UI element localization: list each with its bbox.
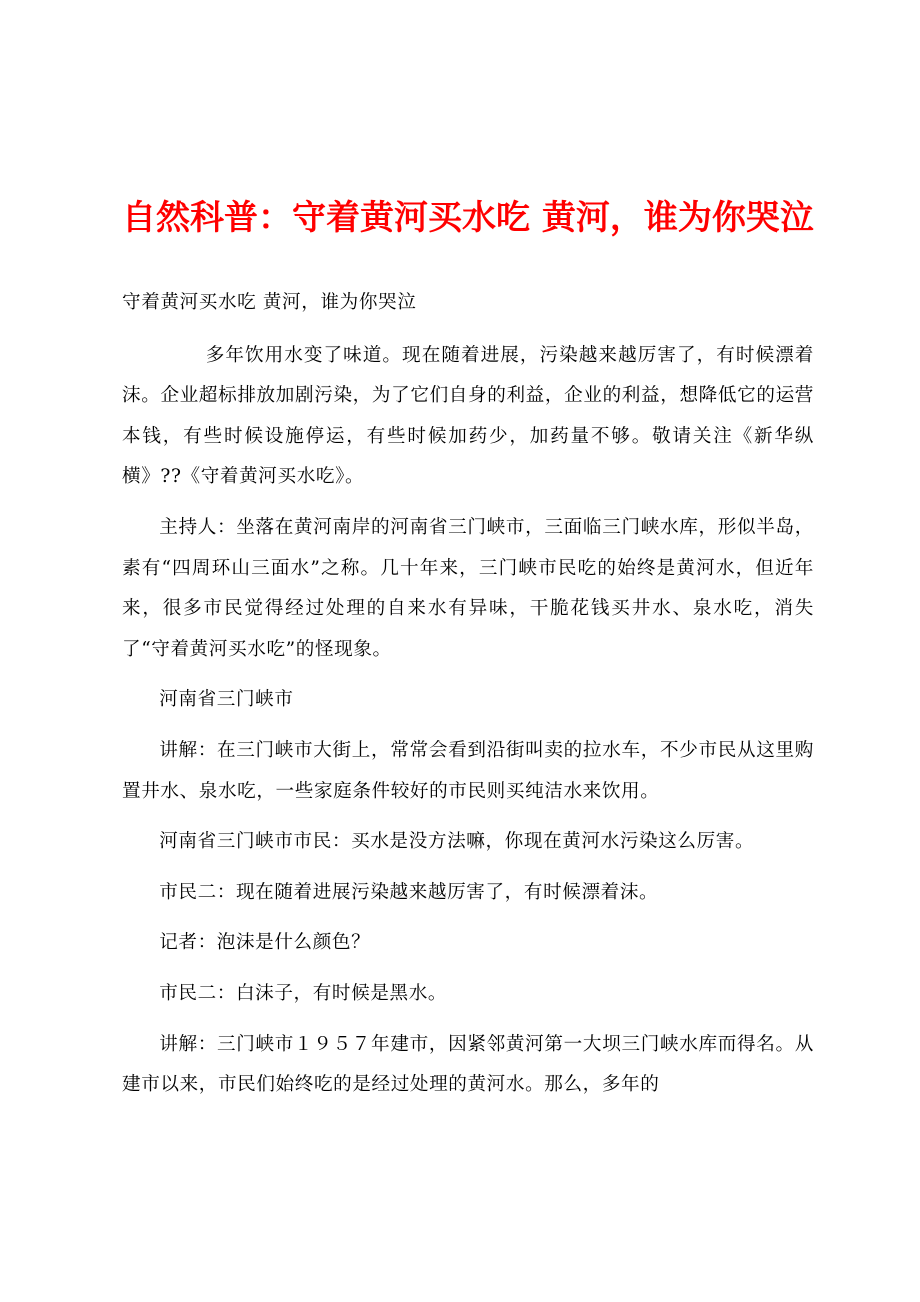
paragraph-citizen-2-reply: 市民二：白沫子，有时候是黑水。 [159,982,448,1004]
paragraph-citizen-2: 市民二：现在随着进展污染越来越厉害了，有时候漂着沫。 [159,881,659,903]
paragraph-intro: 多年饮用水变了味道。现在随着进展，污染越来越厉害了，有时候漂着沫。企业超标排放加剧污染，为了它们自身的利益，企业的利益，想降低它的运营本钱，有些时候设施停运，有些时候加药少，加药量不够。敬请关注《新华纵横》??《守着黄河买水吃》。 [122,344,814,488]
paragraph-citizen-1: 河南省三门峡市市民：买水是没方法嘛，你现在黄河水污染这么厉害。 [159,831,755,853]
paragraph-narration-2: 讲解：三门峡市１９５７年建市，因紧邻黄河第一大坝三门峡水库而得名。从建市以来，市民们始终吃的是经过处理的黄河水。那么，多年的 [122,1033,814,1096]
paragraph-location: 河南省三门峡市 [159,689,294,711]
document-title: 自然科普：守着黄河买水吃 黄河，谁为你哭泣 [122,198,814,238]
document-body [122,283,814,1106]
paragraph-narration-1: 讲解：在三门峡市大街上，常常会看到沿街叫卖的拉水车，不少市民从这里购置井水、泉水吃，一些家庭条件较好的市民则买纯洁水来饮用。 [122,739,814,802]
paragraph-host: 主持人：坐落在黄河南岸的河南省三门峡市，三面临三门峡水库，形似半岛，素有“四周环山三面水”之称。几十年来，三门峡市民吃的始终是黄河水，但近年来，很多市民觉得经过处理的自来水有异味，干脆花钱买井水、泉水吃，消失了“守着黄河买水吃”的怪现象。 [122,516,814,660]
paragraph-reporter: 记者：泡沫是什么颜色？ [159,932,371,954]
document-subtitle: 守着黄河买水吃 黄河，谁为你哭泣 [122,292,417,313]
